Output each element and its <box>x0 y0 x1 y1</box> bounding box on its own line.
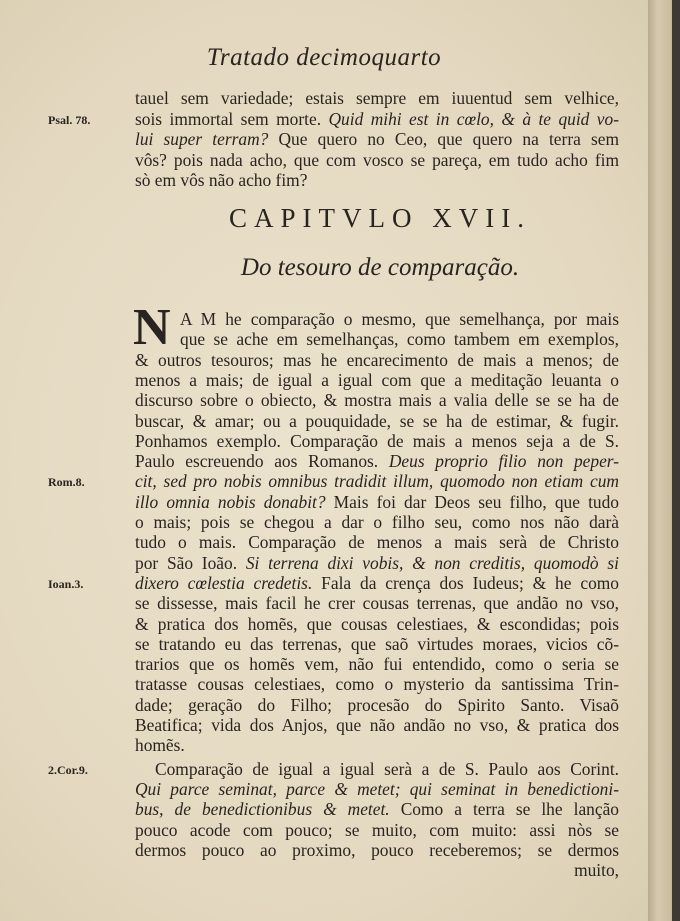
text-segment: vôs? pois nada acho, que com vosco se pareça, em tudo acho fim <box>135 149 619 170</box>
text-segment: tudo o mais. Comparação de menos a mais serà de Christo <box>135 532 619 553</box>
text-line <box>135 451 619 471</box>
text-line <box>135 654 619 674</box>
latin-quotation: illo omnia nobis donabit? <box>135 491 326 512</box>
text-segment: dermos pouco ao proximo, pouco receberemos; se dermos <box>135 839 619 860</box>
margin-note: Psal. 78. <box>48 112 91 127</box>
text-segment: pouco acode com pouco; se muito, com muito: assi nòs se <box>135 819 619 840</box>
text-segment: se tratando eu das terrenas, que saõ virtudes moraes, vicios cõ- <box>135 633 619 654</box>
text-segment: o mais; pois se chegou a dar o filho seu, como nos não darà <box>135 512 619 532</box>
latin-quotation: Si terrena dixi vobis, & non creditis, quomodò si <box>245 552 619 573</box>
latin-quotation: bus, de benedictionibus & metet. <box>135 799 390 820</box>
text-segment: Beatifica; vida dos Anjos, que não andão no vso, & pratica dos <box>135 715 619 735</box>
text-segment: sois immortal sem morte. <box>135 108 329 129</box>
text-segment: menos a mais; de igual a igual com que a meditação leuanta o <box>135 369 619 390</box>
text-line <box>135 170 619 190</box>
text-line <box>135 512 619 532</box>
book-cover-edge <box>672 0 680 921</box>
text-segment: & pratica dos homẽs, que cousas celestiaes, & escondidas; pois <box>135 613 619 634</box>
text-segment: Comparação de igual a igual serà a de S. Paulo aos Corint. <box>155 758 619 779</box>
text-line <box>135 593 619 613</box>
margin-note: Rom.8. <box>48 475 85 490</box>
text-segment: sò em vôs não acho fim? <box>135 170 308 191</box>
text-line <box>135 411 619 431</box>
text-segment: Que quero no Ceo, que quero na terra sem <box>268 129 619 150</box>
text-line <box>135 150 619 170</box>
text-line <box>135 614 619 634</box>
latin-quotation: Quid mihi est in cœlo, & à te quid vo- <box>328 108 620 129</box>
text-line <box>135 860 619 880</box>
text-segment: dade; geração do Filho; procesão do Spirito Santo. Visaõ <box>135 694 619 715</box>
text-segment: buscar, & amar; ou a pouquidade, se se ha de estimar, & fugir. <box>135 410 619 431</box>
text-line <box>135 471 619 491</box>
text-segment: Mais foi dar Deos seu filho, que tudo <box>325 491 619 512</box>
text-line <box>155 759 619 779</box>
text-line <box>135 674 619 694</box>
text-segment: que se ache em semelhanças, como tambem em exemplos, <box>180 329 619 350</box>
text-line <box>135 573 619 593</box>
text-line <box>135 109 619 129</box>
latin-quotation: Qui parce seminat, parce & metet; qui seminat in benedictioni- <box>135 778 619 799</box>
text-segment: Paulo escreuendo aos Romanos. <box>135 451 389 472</box>
text-segment: Fala da crença dos Iudeus; & he como <box>312 572 619 593</box>
text-segment: discurso sobre o obiecto, & mostra mais a valia delle se se ha de <box>135 390 619 411</box>
text-segment: A M he comparação o mesmo, que semelhança, por mais <box>180 309 619 329</box>
text-line <box>135 88 619 108</box>
text-line <box>135 390 619 410</box>
text-line <box>180 309 619 329</box>
text-line <box>135 695 619 715</box>
text-segment: Como a terra se lhe lanção <box>389 799 619 820</box>
chapter-subtitle: Do tesouro de comparação. <box>240 254 520 281</box>
text-line <box>135 634 619 654</box>
text-line <box>180 329 619 349</box>
text-line <box>135 350 619 370</box>
text-line <box>135 715 619 735</box>
text-segment: tauel sem variedade; estais sempre em iuuentud sem velhice, <box>135 88 619 108</box>
text-line <box>135 532 619 552</box>
text-line <box>135 799 619 819</box>
margin-note: 2.Cor.9. <box>48 762 88 777</box>
text-line <box>135 553 619 573</box>
text-segment: muito, <box>574 860 619 881</box>
text-segment: tratasse cousas celestiaes, como o mysterio da santissima Trin- <box>135 674 619 695</box>
text-line <box>135 129 619 149</box>
text-segment: Ponhamos exemplo. Comparação de mais a menos seja a de S. <box>135 430 619 451</box>
text-line <box>135 431 619 451</box>
text-segment: se dissesse, mais facil he crer cousas terrenas, que andão no vso, <box>135 593 619 614</box>
running-head: Tratado decimoquarto <box>206 44 442 71</box>
drop-cap: N <box>133 299 171 356</box>
latin-quotation: Deus proprio filio non peper- <box>388 451 620 472</box>
text-line <box>135 779 619 799</box>
chapter-title: CAPITVLO XVII. <box>229 203 531 233</box>
text-segment: & outros tesouros; mas he encarecimento de mais a menos; de <box>135 349 619 370</box>
text-segment: homẽs. <box>135 735 185 756</box>
text-line <box>135 370 619 390</box>
text-line <box>135 492 619 512</box>
text-segment: por São Ioão. <box>135 552 246 573</box>
margin-note: Ioan.3. <box>48 576 84 591</box>
text-line <box>135 820 619 840</box>
latin-quotation: cit, sed pro nobis omnibus tradidit illum, quomodo non etiam cum <box>135 471 619 492</box>
latin-quotation: dixero cœlestia credetis. <box>135 572 313 593</box>
latin-quotation: lui super terram? <box>135 129 269 150</box>
text-line <box>135 840 619 860</box>
text-line <box>135 735 619 755</box>
text-segment: trarios que os homẽs vem, não fui entendido, como o seria se <box>135 654 619 675</box>
